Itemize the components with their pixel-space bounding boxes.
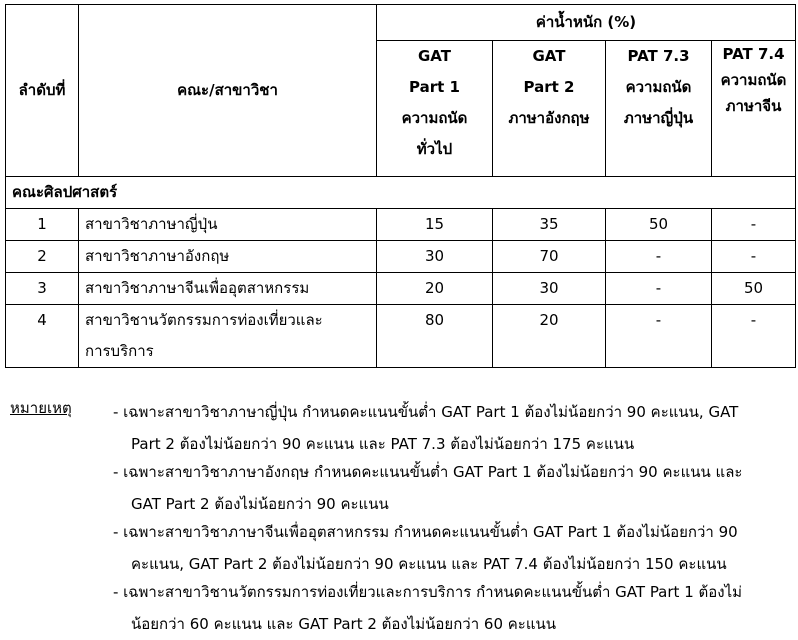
row-no: 1 bbox=[6, 209, 79, 241]
row-pat73: 50 bbox=[606, 209, 712, 241]
col-header-program: คณะ/สาขาวิชา bbox=[79, 5, 377, 177]
table-row bbox=[6, 273, 796, 305]
row-pat73: - bbox=[606, 273, 712, 305]
col-header-weight: ค่าน้ำหนัก (%) bbox=[377, 5, 796, 41]
table-row bbox=[6, 241, 796, 273]
note-item: - เฉพาะสาขาวิชาภาษาจีนเพื่ออุตสาหกรรม กำหนดคะแนนขั้นต่ำ GAT Part 1 ต้องไม่น้อยกว่า 90 คะแนน, GAT Part 2 ต้องไม่น้อยกว่า 90 คะแนน และ PAT 7.4 ต้องไม่น้อยกว่า 150 คะแนน bbox=[113, 523, 738, 573]
faculty-row bbox=[6, 177, 796, 209]
header-row-1 bbox=[6, 5, 796, 41]
note-item: - เฉพาะสาขาวิชาภาษาอังกฤษ กำหนดคะแนนขั้นต่ำ GAT Part 1 ต้องไม่น้อยกว่า 90 คะแนน และ GAT Part 2 ต้องไม่น้อยกว่า 90 คะแนน bbox=[113, 463, 743, 513]
table-row bbox=[6, 305, 796, 368]
row-gat2: 30 bbox=[493, 273, 606, 305]
row-pat73: - bbox=[606, 241, 712, 273]
subject-header-pat73: PAT 7.3 ความถนัด ภาษาญี่ปุ่น bbox=[606, 41, 712, 177]
row-gat1: 15 bbox=[377, 209, 493, 241]
row-program: สาขาวิชานวัตกรรมการท่องเที่ยวและ การบริการ bbox=[79, 305, 377, 368]
note-item: - เฉพาะสาขาวิชานวัตกรรมการท่องเที่ยวและการบริการ กำหนดคะแนนขั้นต่ำ GAT Part 1 ต้องไม่ น้อยกว่า 60 คะแนน และ GAT Part 2 ต้องไม่น้อยกว่า 60 คะแนน bbox=[113, 583, 743, 633]
faculty-name: คณะศิลปศาสตร์ bbox=[6, 177, 796, 209]
weight-table bbox=[5, 4, 796, 368]
row-no: 2 bbox=[6, 241, 79, 273]
col-header-no: ลำดับที่ bbox=[6, 5, 79, 177]
row-no: 4 bbox=[6, 305, 79, 368]
row-gat1: 80 bbox=[377, 305, 493, 368]
row-gat1: 20 bbox=[377, 273, 493, 305]
subject-header-gat1: GAT Part 1 ความถนัด ทั่วไป bbox=[377, 41, 493, 177]
notes-label: หมายเหตุ bbox=[10, 399, 72, 417]
table-row bbox=[6, 209, 796, 241]
row-no: 3 bbox=[6, 273, 79, 305]
row-program: สาขาวิชาภาษาอังกฤษ bbox=[79, 241, 377, 273]
row-pat74: 50 bbox=[712, 273, 796, 305]
note-item: - เฉพาะสาขาวิชาภาษาญี่ปุ่น กำหนดคะแนนขั้นต่ำ GAT Part 1 ต้องไม่น้อยกว่า 90 คะแนน, GAT Part 2 ต้องไม่น้อยกว่า 90 คะแนน และ PAT 7.3 ต้องไม่น้อยกว่า 175 คะแนน bbox=[113, 403, 739, 453]
row-gat1: 30 bbox=[377, 241, 493, 273]
row-program: สาขาวิชาภาษาจีนเพื่ออุตสาหกรรม bbox=[79, 273, 377, 305]
row-program: สาขาวิชาภาษาญี่ปุ่น bbox=[79, 209, 377, 241]
subject-header-pat74: PAT 7.4 ความถนัด ภาษาจีน bbox=[712, 41, 796, 177]
row-pat73: - bbox=[606, 305, 712, 368]
row-gat2: 35 bbox=[493, 209, 606, 241]
row-gat2: 20 bbox=[493, 305, 606, 368]
row-pat74: - bbox=[712, 209, 796, 241]
row-pat74: - bbox=[712, 305, 796, 368]
row-pat74: - bbox=[712, 241, 796, 273]
row-gat2: 70 bbox=[493, 241, 606, 273]
subject-header-gat2: GAT Part 2 ภาษาอังกฤษ bbox=[493, 41, 606, 177]
